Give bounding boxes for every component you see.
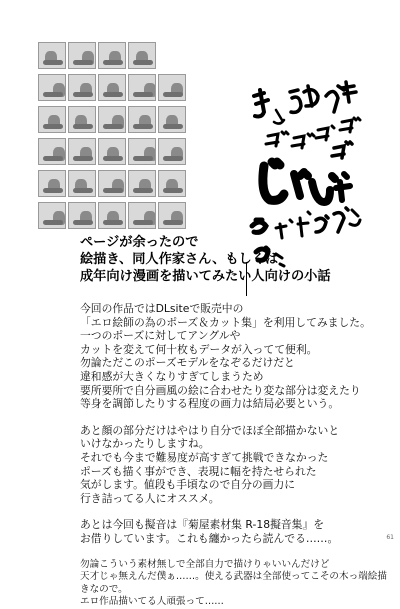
pose-thumbnail xyxy=(128,202,156,229)
figure-silhouette xyxy=(163,92,183,97)
pose-thumbnail xyxy=(68,74,96,101)
footer-line: 天才じゃ無えんだ僕ぁ……。使える武器は全部使ってこその木っ端絵描きなので。 xyxy=(80,571,387,595)
pose-thumbnail xyxy=(98,106,126,133)
pose-thumbnail xyxy=(38,74,66,101)
figure-silhouette xyxy=(43,220,63,225)
pose-thumbnail xyxy=(128,170,156,197)
pose-thumbnail xyxy=(128,106,156,133)
footer-line: 勿論こういう素材無しで全部自力で描けりゃいいんだけど xyxy=(80,558,330,570)
pose-thumbnail xyxy=(68,42,96,69)
footer-line: エロ作品描いてる人頑張って…… xyxy=(80,596,224,607)
figure-silhouette xyxy=(43,60,63,65)
heading-line: ページが余ったので xyxy=(80,235,199,250)
figure-silhouette xyxy=(43,156,63,161)
figure-silhouette xyxy=(163,156,183,161)
pose-thumbnail xyxy=(158,138,186,165)
page-number: 61 xyxy=(386,534,394,541)
figure-silhouette xyxy=(163,220,183,225)
pose-thumbnail xyxy=(98,138,126,165)
figure-silhouette xyxy=(133,156,153,161)
figure-silhouette xyxy=(163,124,183,129)
pose-thumbnail xyxy=(38,138,66,165)
pose-thumbnail xyxy=(38,202,66,229)
figure-silhouette xyxy=(133,188,153,193)
figure-silhouette xyxy=(73,156,93,161)
pose-thumbnail xyxy=(68,202,96,229)
figure-silhouette xyxy=(163,188,183,193)
figure-silhouette xyxy=(73,124,93,129)
pose-thumbnail xyxy=(158,74,186,101)
figure-silhouette xyxy=(73,92,93,97)
figure-silhouette xyxy=(133,124,153,129)
pose-thumbnail xyxy=(128,74,156,101)
figure-silhouette xyxy=(73,220,93,225)
heading-line: 成年向け漫画を描いてみたい人向けの小話 xyxy=(80,269,331,284)
figure-silhouette xyxy=(103,60,123,65)
figure-silhouette xyxy=(103,188,123,193)
body-paragraph: 今回の作品ではDLsiteで販売中の 「エロ絵師の為のポーズ＆カット集」を利用してみました。 一つのポーズに対してアングルや カットを変えて何十枚もデータが入ってて便利。 勿論ただこのポーズモデルをなぞるだけだと 違和感が大きくなりすぎてしまうため 要所要所で自分画風の絵に合わせたり変な部分は変えたり 等身を調節したりする程度の画力は結局必要という。 xyxy=(80,302,371,411)
figure-silhouette xyxy=(103,124,123,129)
figure-silhouette xyxy=(73,188,93,193)
pose-thumbnail xyxy=(128,42,156,69)
pose-thumbnail xyxy=(128,138,156,165)
pose-thumbnail xyxy=(98,42,126,69)
article-body xyxy=(80,302,395,609)
pose-thumbnail xyxy=(158,202,186,229)
pose-thumbnail xyxy=(98,170,126,197)
figure-silhouette xyxy=(103,92,123,97)
figure-silhouette xyxy=(43,188,63,193)
pose-thumbnail xyxy=(98,202,126,229)
pose-thumbnail xyxy=(68,170,96,197)
figure-silhouette xyxy=(43,92,63,97)
figure-silhouette xyxy=(133,220,153,225)
figure-silhouette xyxy=(43,124,63,129)
heading-line: 絵描き、同人作家さん、もしくは xyxy=(80,252,279,267)
figure-silhouette xyxy=(133,92,153,97)
pose-thumbnail xyxy=(38,42,66,69)
figure-silhouette xyxy=(133,60,153,65)
body-paragraph: あとは今回も擬音は『菊屋素材集 R-18擬音集』を お借りしています。これも纏かったら読んでる……。 xyxy=(80,518,339,545)
figure-silhouette xyxy=(103,156,123,161)
figure-silhouette xyxy=(73,60,93,65)
article-heading xyxy=(80,234,331,285)
footer-note xyxy=(80,559,395,609)
pose-thumbnail xyxy=(158,170,186,197)
pose-thumbnail xyxy=(68,138,96,165)
pose-thumbnail xyxy=(38,170,66,197)
pose-thumbnail xyxy=(158,106,186,133)
pose-thumbnail xyxy=(98,74,126,101)
pose-thumbnail xyxy=(38,106,66,133)
body-paragraph: あと顔の部分だけはやはり自分でほぼ全部描かないと いけなかったりしますね。 それでも今まで難易度が高すぎて挑戦できなかった ポーズも描く事ができ、表現に幅を持たせられた 気がします。値段も手頃なので自分の画力に 行き詰ってる人にオススメ。 xyxy=(80,423,340,505)
pose-thumbnail xyxy=(68,106,96,133)
figure-silhouette xyxy=(103,220,123,225)
